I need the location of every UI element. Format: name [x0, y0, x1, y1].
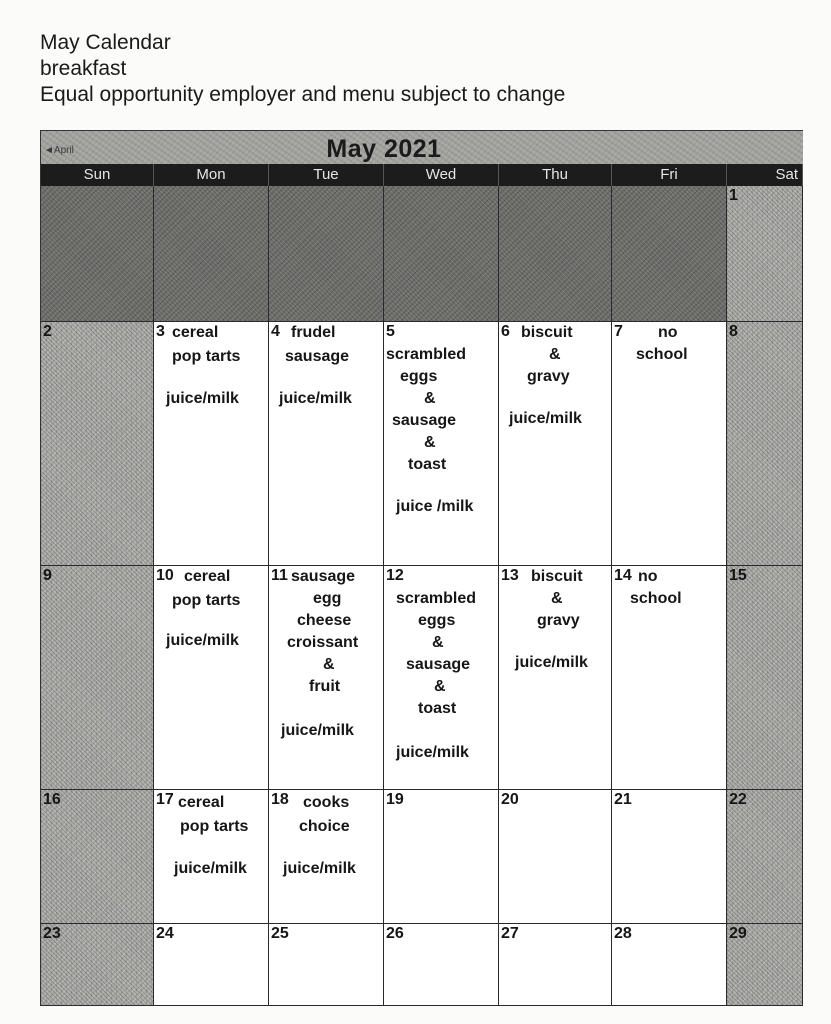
menu-item: juice/milk: [166, 632, 239, 649]
day-cell-may-16: [41, 790, 154, 924]
day-number: 14: [614, 567, 632, 584]
weekday-header-row: [41, 164, 803, 186]
menu-item: scrambled: [396, 590, 477, 607]
menu-item: pop tarts: [172, 348, 241, 365]
menu-item: &: [432, 634, 444, 651]
day-number: 2: [43, 323, 52, 340]
menu-item: toast: [418, 700, 457, 717]
menu-item: sausage: [392, 412, 457, 429]
header-title: May Calendar: [40, 31, 171, 54]
menu-item: &: [424, 390, 436, 407]
day-number: 10: [156, 567, 174, 584]
day-cell-may-9: [41, 566, 154, 790]
day-number: 19: [386, 791, 404, 808]
menu-item: egg: [313, 590, 342, 607]
day-cell-empty: [384, 186, 499, 322]
day-cell-may-4: [269, 322, 384, 566]
day-number: 27: [501, 925, 519, 942]
day-number: 16: [43, 791, 61, 808]
menu-item: no: [658, 324, 678, 341]
menu-item: &: [549, 346, 561, 363]
day-cell-may-25: [269, 924, 384, 1006]
day-number: 11: [271, 567, 288, 584]
day-number: 7: [614, 323, 623, 340]
weekday-wed: Wed: [384, 164, 499, 186]
day-cell-may-15: [727, 566, 803, 790]
menu-item: juice/milk: [509, 410, 582, 427]
day-cell-may-7: [612, 322, 727, 566]
day-cell-empty: [41, 186, 154, 322]
day-number: 4: [271, 323, 280, 340]
menu-item: choice: [299, 818, 350, 835]
weekday-fri: Fri: [612, 164, 727, 186]
day-cell-may-23: [41, 924, 154, 1006]
weekday-sun: Sun: [41, 164, 154, 186]
day-cell-may-19: [384, 790, 499, 924]
header-disclaimer: Equal opportunity employer and menu subject to change: [40, 83, 566, 106]
menu-item: pop tarts: [180, 818, 249, 835]
day-cell-may-26: [384, 924, 499, 1006]
day-number: 6: [501, 323, 510, 340]
header-subtitle: breakfast: [40, 57, 127, 80]
day-number: 23: [43, 925, 61, 942]
day-number: 8: [729, 323, 738, 340]
day-cell-may-20: [499, 790, 612, 924]
day-number: 25: [271, 925, 289, 942]
day-cell-may-27: [499, 924, 612, 1006]
day-number: 12: [386, 567, 404, 584]
day-number: 1: [729, 187, 738, 204]
menu-item: juice/milk: [281, 722, 354, 739]
day-number: 28: [614, 925, 632, 942]
day-number: 9: [43, 567, 52, 584]
menu-item: biscuit: [531, 568, 583, 585]
weekday-mon: Mon: [154, 164, 269, 186]
day-cell-may-5: [384, 322, 499, 566]
document-header: [40, 30, 565, 108]
day-cell-empty: [269, 186, 384, 322]
calendar: [40, 130, 803, 1006]
day-number: 26: [386, 925, 404, 942]
menu-item: juice/milk: [279, 390, 352, 407]
menu-item: fruit: [309, 678, 341, 695]
day-cell-may-6: [499, 322, 612, 566]
menu-item: school: [636, 346, 688, 363]
menu-item: cheese: [297, 612, 352, 629]
month-title: May 2021: [326, 135, 442, 163]
day-number: 24: [156, 925, 174, 942]
day-cell-may-29: [727, 924, 803, 1006]
menu-item: cereal: [184, 568, 231, 585]
calendar-title-bar: [41, 130, 803, 165]
menu-item: school: [630, 590, 682, 607]
menu-item: toast: [408, 456, 447, 473]
day-cell-empty: [499, 186, 612, 322]
day-number: 18: [271, 791, 289, 808]
day-number: 15: [729, 567, 747, 584]
menu-item: croissant: [287, 634, 359, 651]
menu-item: cooks: [303, 794, 350, 811]
menu-item: pop tarts: [172, 592, 241, 609]
menu-item: sausage: [406, 656, 471, 673]
menu-item: &: [434, 678, 446, 695]
weekday-sat: Sat: [727, 164, 803, 186]
menu-item: juice/milk: [396, 744, 469, 761]
menu-item: &: [323, 656, 335, 673]
weekday-tue: Tue: [269, 164, 384, 186]
day-number: 29: [729, 925, 747, 942]
day-cell-may-11: [269, 566, 384, 790]
day-number: 3: [156, 323, 165, 340]
menu-item: eggs: [418, 612, 456, 629]
day-cell-empty: [154, 186, 269, 322]
day-cell-may-18: [269, 790, 384, 924]
day-cell-may-24: [154, 924, 269, 1006]
day-number: 17: [156, 791, 174, 808]
menu-item: juice /milk: [396, 498, 474, 515]
day-cell-may-17: [154, 790, 269, 924]
day-cell-may-14: [612, 566, 727, 790]
day-number: 22: [729, 791, 747, 808]
day-cell-empty: [612, 186, 727, 322]
day-number: 13: [501, 567, 519, 584]
day-number: 5: [386, 323, 395, 340]
day-cell-may-13: [499, 566, 612, 790]
menu-item: frudel: [291, 324, 336, 341]
day-cell-may-22: [727, 790, 803, 924]
menu-item: juice/milk: [174, 860, 247, 877]
day-cell-may-10: [154, 566, 269, 790]
menu-item: juice/milk: [166, 390, 239, 407]
prev-month-link[interactable]: ◄April: [44, 145, 74, 156]
menu-item: juice/milk: [515, 654, 588, 671]
day-cell-may-12: [384, 566, 499, 790]
menu-item: &: [424, 434, 436, 451]
menu-item: cereal: [172, 324, 219, 341]
menu-item: no: [638, 568, 658, 585]
day-cell-may-1: [727, 186, 803, 322]
menu-item: sausage: [291, 568, 356, 585]
menu-item: sausage: [285, 348, 350, 365]
menu-item: scrambled: [386, 346, 467, 363]
day-cell-may-3: [154, 322, 269, 566]
day-cell-may-21: [612, 790, 727, 924]
day-cell-may-2: [41, 322, 154, 566]
menu-item: &: [551, 590, 563, 607]
day-number: 21: [614, 791, 632, 808]
menu-item: eggs: [400, 368, 438, 385]
day-number: 20: [501, 791, 519, 808]
day-cell-may-28: [612, 924, 727, 1006]
menu-item: gravy: [527, 368, 570, 385]
menu-item: cereal: [178, 794, 225, 811]
menu-item: biscuit: [521, 324, 573, 341]
menu-item: juice/milk: [283, 860, 356, 877]
day-cell-may-8: [727, 322, 803, 566]
menu-item: gravy: [537, 612, 580, 629]
weekday-thu: Thu: [499, 164, 612, 186]
